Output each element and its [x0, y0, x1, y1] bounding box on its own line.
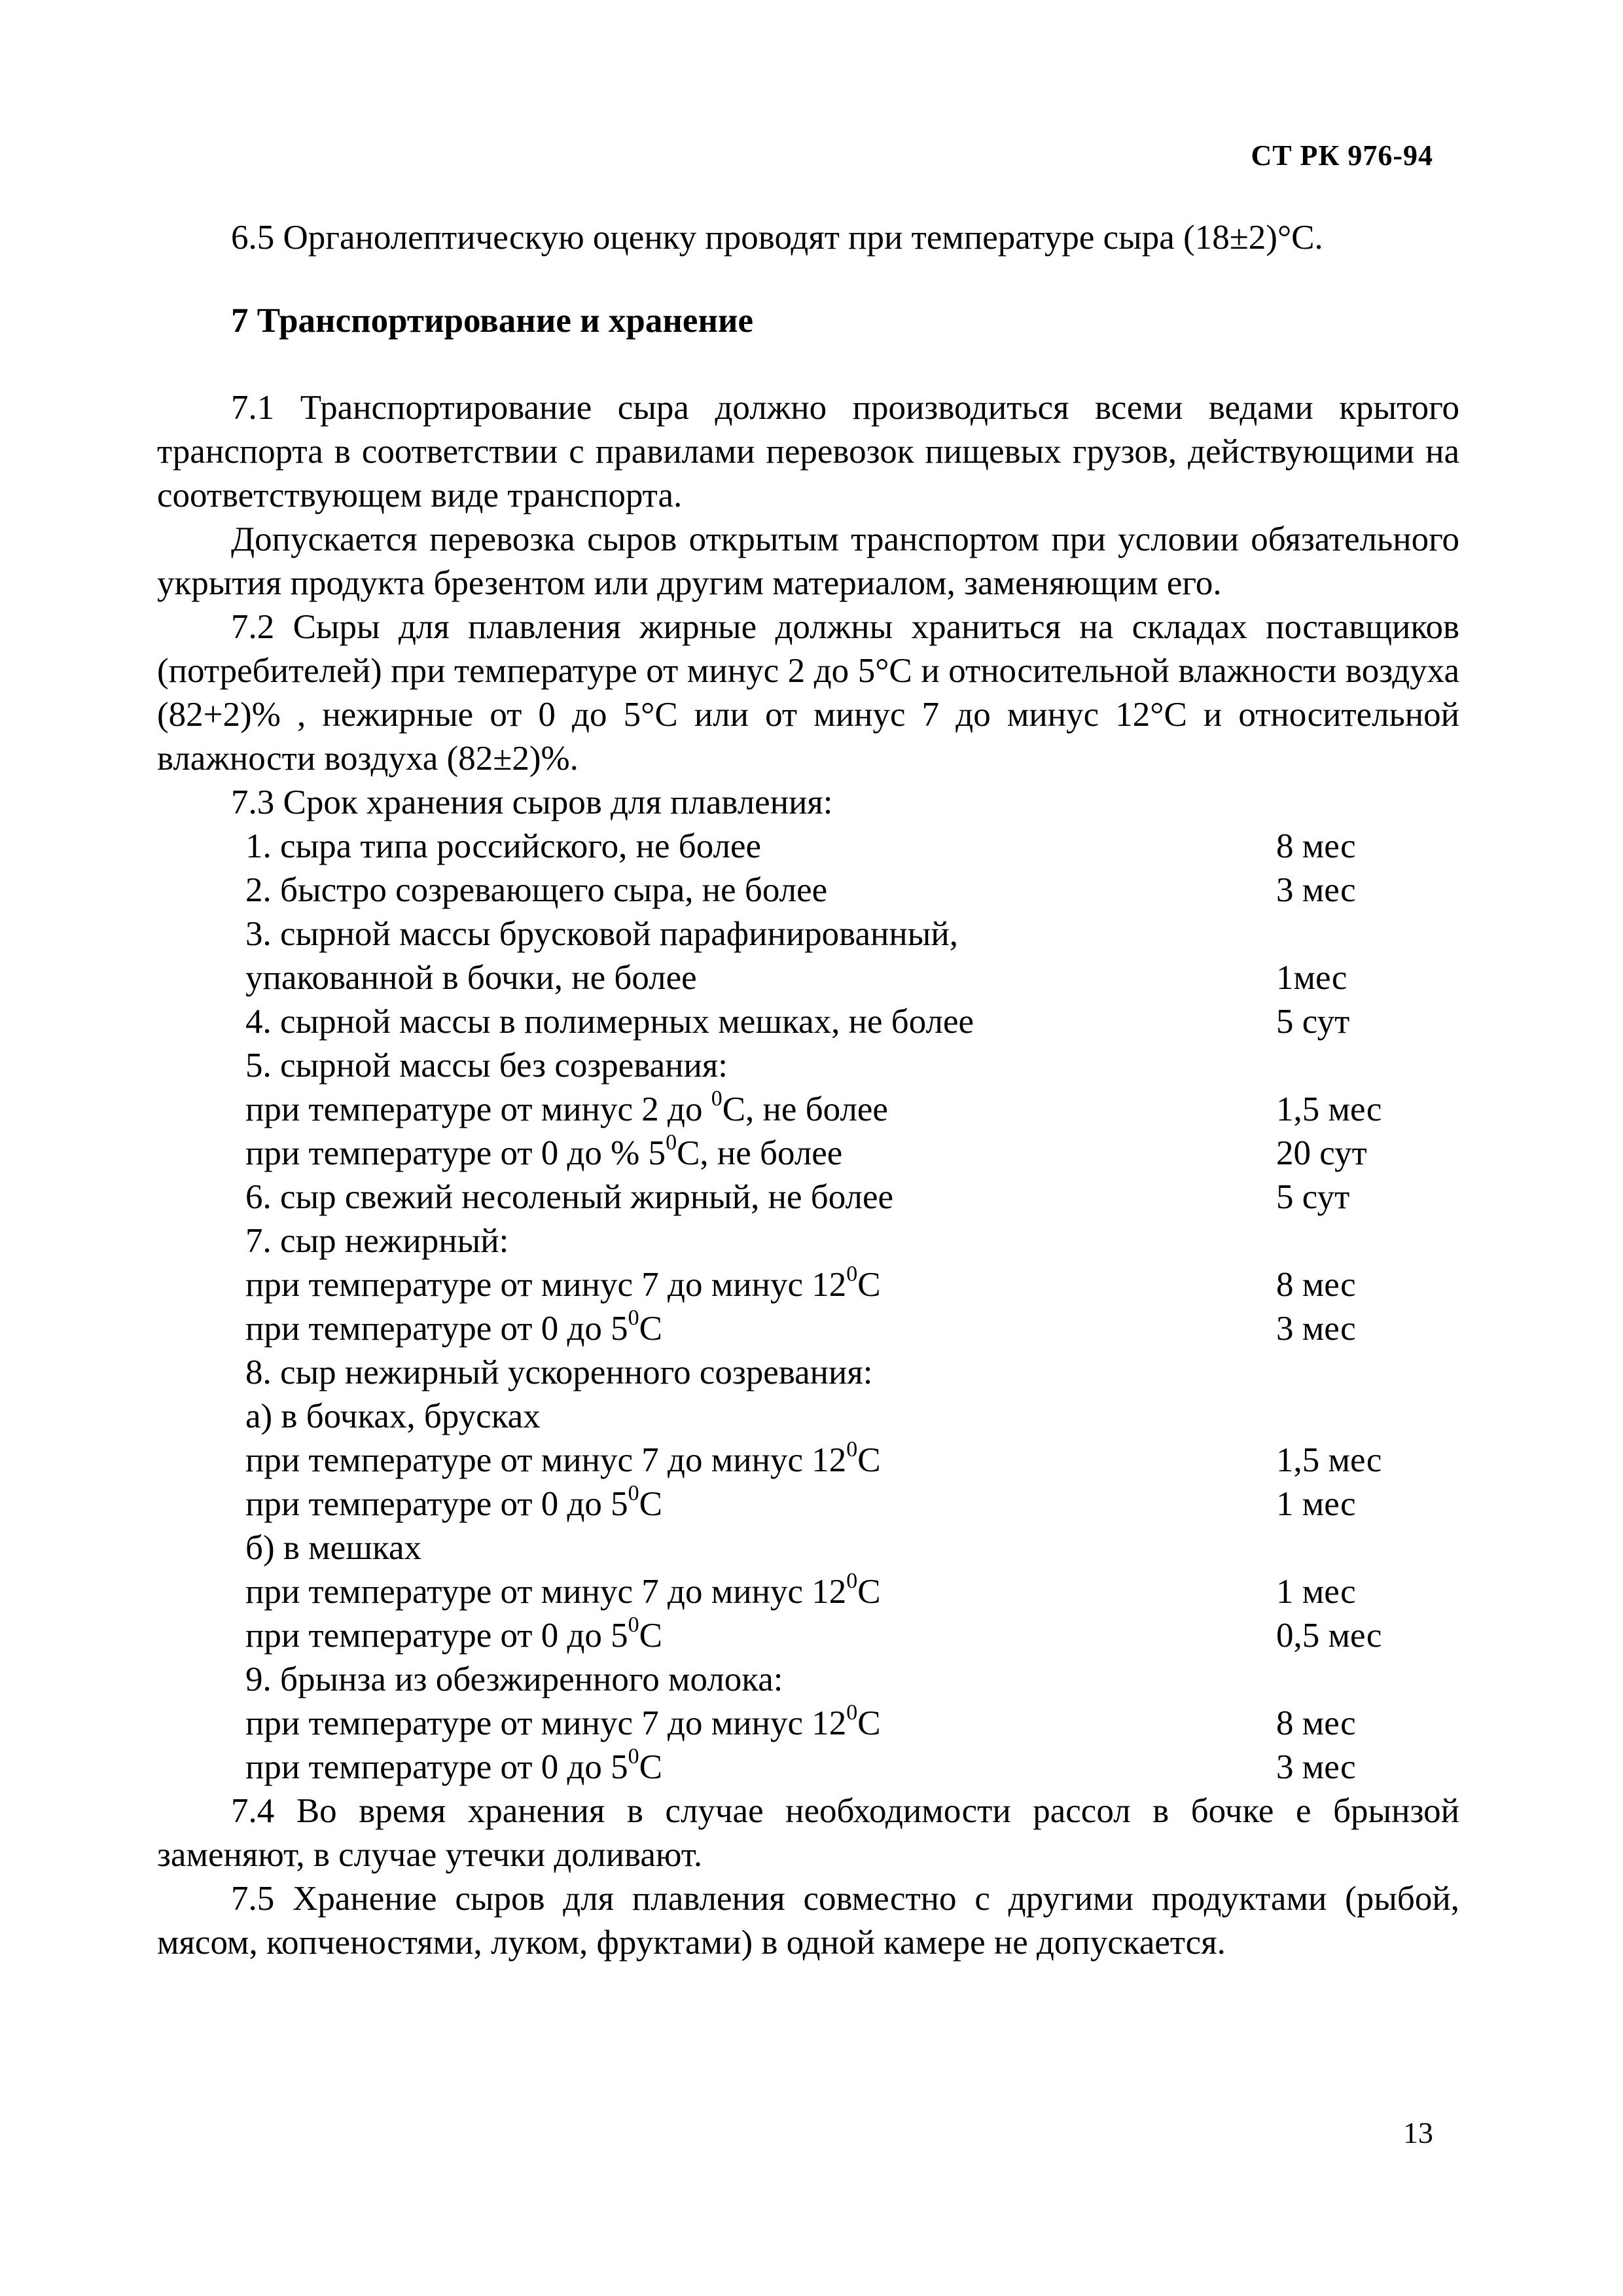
degree-superscript: 0	[628, 1481, 639, 1506]
storage-term-value: 1мес	[1276, 959, 1347, 997]
storage-term-label: 8. сыр нежирный ускоренного созревания:	[245, 1354, 873, 1391]
storage-term-label	[157, 1088, 888, 1132]
storage-term-label: 4. сырной массы в полимерных мешках, не более	[245, 1003, 974, 1041]
storage-term-label: 7. сыр нежирный:	[245, 1222, 509, 1260]
storage-term-label	[157, 1482, 662, 1526]
storage-term-label-unit: С, не более	[722, 1090, 888, 1128]
storage-term-label-text: при температуре от минус 2 до	[245, 1090, 711, 1128]
page-content	[157, 216, 1459, 1965]
storage-term-row	[157, 1746, 1459, 1789]
storage-term-row	[157, 1219, 1459, 1263]
storage-term-row	[157, 825, 1459, 869]
storage-term-label	[157, 1439, 881, 1482]
storage-term-label: 2. быстро созревающего сыра, не более	[245, 871, 828, 909]
storage-term-row	[157, 1263, 1459, 1307]
storage-term-value: 1 мес	[1276, 1485, 1356, 1523]
storage-term-label-text: при температуре от минус 7 до минус 12	[245, 1704, 847, 1742]
storage-term-value: 3 мес	[1276, 1310, 1356, 1348]
storage-term-value: 3 мес	[1276, 1748, 1356, 1786]
storage-term-value	[1276, 1044, 1459, 1088]
storage-term-label-unit: С	[857, 1441, 881, 1479]
storage-term-label: 9. брынза из обезжиренного молока:	[245, 1660, 783, 1698]
storage-term-value	[1276, 1351, 1459, 1395]
storage-term-value: 1,5 мес	[1276, 1441, 1382, 1479]
paragraph-7-5: 7.5 Хранение сыров для плавления совместно с другими продуктами (рыбой, мясом, копченостями, луком, фруктами) в одной камере не допускается.	[157, 1880, 1459, 1962]
degree-superscript: 0	[846, 1437, 858, 1462]
storage-term-heading	[157, 781, 1459, 825]
section-title-7: 7 Транспортирование и хранение	[231, 302, 754, 340]
storage-term-label-unit: С	[857, 1573, 881, 1611]
storage-term-row	[157, 869, 1459, 912]
paragraph-6-5: 6.5 Органолептическую оценку проводят при температуре сыра (18±2)°С.	[231, 219, 1323, 257]
storage-term-label	[157, 1746, 662, 1789]
storage-term-value	[1276, 1395, 1459, 1439]
storage-term-value: 8 мес	[1276, 1704, 1356, 1742]
storage-term-label: а) в бочках, брусках	[245, 1397, 541, 1435]
paragraph-7-1-continuation: Допускается перевозка сыров открытым транспортом при условии обязательного укрытия продукта брезентом или другим материалом, заменяющим его.	[157, 520, 1459, 602]
degree-superscript: 0	[666, 1130, 677, 1155]
storage-term-row	[157, 1658, 1459, 1702]
storage-term-value: 5 сут	[1276, 1178, 1350, 1216]
storage-term-row	[157, 1395, 1459, 1439]
storage-term-label: 3. сырной массы брусковой парафинированный,	[245, 915, 958, 953]
storage-term-label	[157, 1263, 881, 1307]
storage-term-label: б) в мешках	[245, 1529, 421, 1567]
storage-term-label-text: при температуре от 0 до 5	[245, 1617, 628, 1655]
storage-term-value: 8 мес	[1276, 827, 1356, 865]
storage-term-row	[157, 1088, 1459, 1132]
storage-term-label-unit: С	[639, 1748, 663, 1786]
document-code: СТ РК 976-94	[1251, 139, 1433, 171]
storage-term-label: 5. сырной массы без созревания:	[245, 1047, 728, 1085]
storage-term-row	[157, 1000, 1459, 1044]
storage-term-value: 0,5 мес	[1276, 1617, 1382, 1655]
storage-term-label-unit: С	[639, 1485, 663, 1523]
storage-term-label-text: при температуре от минус 7 до минус 12	[245, 1441, 847, 1479]
storage-term-value: 1 мес	[1276, 1573, 1356, 1611]
degree-superscript: 0	[846, 1569, 858, 1594]
page-number: 13	[1403, 2116, 1433, 2149]
storage-term-row	[157, 1614, 1459, 1658]
degree-superscript: 0	[846, 1262, 858, 1287]
storage-term-value: 8 мес	[1276, 1266, 1356, 1304]
storage-term-label-unit: С, не более	[677, 1134, 843, 1172]
storage-term-label	[157, 1702, 881, 1746]
storage-term-row	[157, 1044, 1459, 1088]
paragraph-7-1: 7.1 Транспортирование сыра должно производиться всеми ведами крытого транспорта в соответствии с правилами перевозок пищевых грузов, действующими на соответствующем виде транспорта.	[157, 389, 1459, 514]
storage-term-label	[157, 1570, 881, 1614]
storage-term-row	[157, 1351, 1459, 1395]
storage-term-label	[157, 1132, 842, 1175]
storage-term-label-unit: С	[639, 1617, 663, 1655]
storage-term-row	[157, 1702, 1459, 1746]
storage-term-label-unit: С	[639, 1310, 663, 1348]
storage-term-label: 6. сыр свежий несоленый жирный, не более	[245, 1178, 894, 1216]
storage-term-label-text: при температуре от 0 до % 5	[245, 1134, 666, 1172]
storage-term-label: 1. сыра типа российского, не более	[245, 827, 762, 865]
storage-term-value	[1276, 912, 1459, 956]
storage-term-label-text: при температуре от минус 7 до минус 12	[245, 1573, 847, 1611]
storage-term-label-unit: С	[857, 1704, 881, 1742]
storage-term-title: 7.3 Срок хранения сыров для плавления:	[231, 783, 833, 821]
degree-superscript: 0	[846, 1700, 858, 1725]
storage-term-value: 20 сут	[1276, 1134, 1367, 1172]
storage-term-label-unit: С	[857, 1266, 881, 1304]
storage-term-row	[157, 1132, 1459, 1175]
degree-superscript: 0	[628, 1744, 639, 1769]
storage-term-label-text: при температуре от 0 до 5	[245, 1310, 628, 1348]
degree-superscript: 0	[628, 1613, 639, 1638]
storage-term-value	[1276, 1219, 1459, 1263]
storage-term-row	[157, 1570, 1459, 1614]
storage-term-value: 5 сут	[1276, 1003, 1350, 1041]
storage-term-value: 1,5 мес	[1276, 1090, 1382, 1128]
storage-term-row	[157, 1175, 1459, 1219]
storage-term-row	[157, 1439, 1459, 1482]
storage-term-row	[157, 1482, 1459, 1526]
storage-term-row	[157, 912, 1459, 956]
storage-term-row	[157, 956, 1459, 1000]
degree-superscript: 0	[711, 1086, 722, 1111]
storage-term-value	[1276, 1658, 1459, 1702]
storage-term-label	[157, 1614, 662, 1658]
storage-term-label-text: при температуре от 0 до 5	[245, 1748, 628, 1786]
storage-term-label: упакованной в бочки, не более	[245, 959, 697, 997]
storage-term-label	[157, 1307, 662, 1351]
storage-term-row	[157, 1526, 1459, 1570]
storage-term-label-text: при температуре от минус 7 до минус 12	[245, 1266, 847, 1304]
storage-term-value	[1276, 1526, 1459, 1570]
storage-term-row	[157, 1307, 1459, 1351]
storage-term-label-text: при температуре от 0 до 5	[245, 1485, 628, 1523]
paragraph-7-4: 7.4 Во время хранения в случае необходимости рассол в бочке е брынзой заменяют, в случае утечки доливают.	[157, 1792, 1459, 1874]
storage-term-value: 3 мес	[1276, 871, 1356, 909]
storage-term-list	[157, 825, 1459, 1789]
paragraph-7-2: 7.2 Сыры для плавления жирные должны храниться на складах поставщиков (потребителей) при температуре от минус 2 до 5°С и относительной влажности воздуха (82+2)% , нежирные от 0 до 5°С или от минус 7 до минус 12°С и относительной влажности воздуха (82±2)%.	[157, 608, 1459, 778]
degree-superscript: 0	[628, 1306, 639, 1331]
